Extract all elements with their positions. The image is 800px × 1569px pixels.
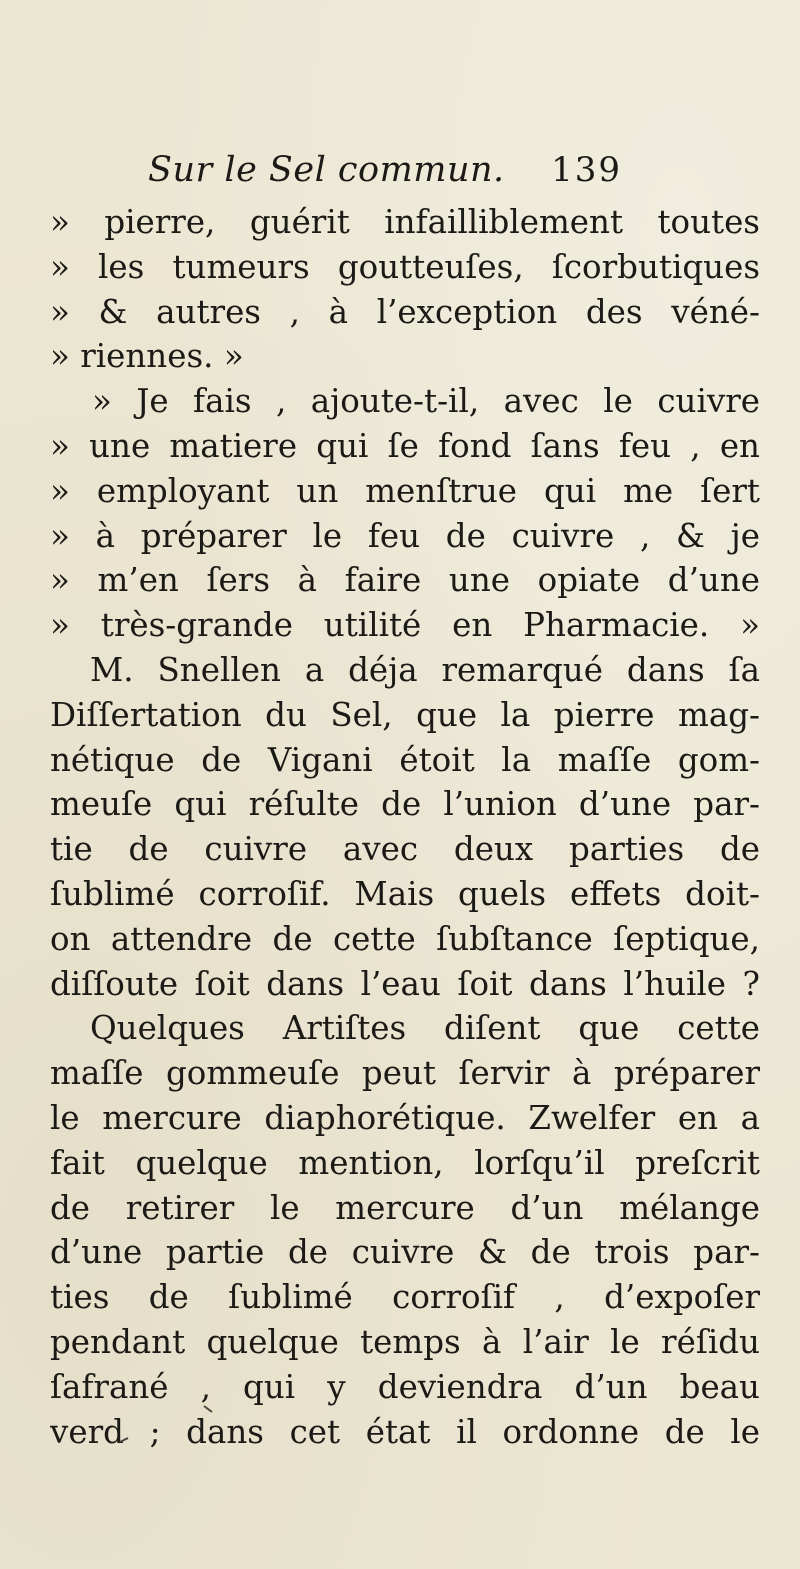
- text-line: Diſſertation du Sel, que la pierre mag-: [50, 695, 760, 734]
- body-text: [50, 200, 760, 1454]
- text-line: » une matiere qui ſe fond ſans feu , en: [50, 426, 760, 465]
- running-title: Sur le Sel commun.: [148, 150, 505, 190]
- text-line: » à préparer le feu de cuivre , & je: [50, 516, 760, 555]
- text-line: » pierre, guérit infailliblement toutes: [50, 203, 760, 241]
- text-line: » très-grande utilité en Pharmacie. »: [50, 606, 760, 645]
- text-line: meuſe qui réſulte de l’union d’une par-: [50, 785, 760, 824]
- text-line: » les tumeurs goutteuſes, ſcorbutiques: [50, 247, 760, 286]
- text-line: » employant un menſtrue qui me ſert: [50, 471, 760, 510]
- text-line: verd ; dans cet état il ordonne de le: [50, 1412, 760, 1451]
- text-line: » Je fais , ajoute-t-il, avec le cuivre: [92, 382, 760, 421]
- text-line: diſſoute ſoit dans l’eau ſoit dans l’huile ?: [50, 964, 760, 1003]
- text-line: d’une partie de cuivre & de trois par-: [50, 1233, 760, 1272]
- text-line: ties de ſublimé corroſif , d’expoſer: [50, 1278, 760, 1317]
- text-line: » & autres , à l’exception des véné-: [50, 292, 760, 331]
- text-line: Quelques Artiſtes diſent que cette: [90, 1009, 760, 1048]
- text-line: ſublimé corroſif. Mais quels effets doit-: [50, 874, 760, 913]
- page-number: 139: [551, 150, 622, 190]
- text-line: nétique de Vigani étoit la maſſe gom-: [50, 740, 760, 779]
- text-line: maſſe gommeuſe peut ſervir à préparer: [50, 1054, 760, 1093]
- text-line: de retirer le mercure d’un mélange: [50, 1188, 760, 1227]
- running-head: [148, 150, 628, 196]
- text-line: » riennes. »: [50, 337, 244, 376]
- text-line: tie de cuivre avec deux parties de: [50, 830, 760, 869]
- text-line: on attendre de cette ſubſtance ſeptique,: [50, 919, 760, 958]
- text-line: » m’en ſers à faire une opiate d’une: [50, 561, 760, 600]
- text-line: le mercure diaphorétique. Zwelfer en a: [50, 1098, 760, 1137]
- text-line: fait quelque mention, lorſqu’il preſcrit: [50, 1143, 760, 1182]
- text-line: M. Snellen a déja remarqué dans ſa: [90, 650, 760, 689]
- text-line: ſafrané , qui y deviendra d’un beau: [50, 1367, 760, 1406]
- text-line: pendant quelque temps à l’air le réſidu: [50, 1322, 760, 1361]
